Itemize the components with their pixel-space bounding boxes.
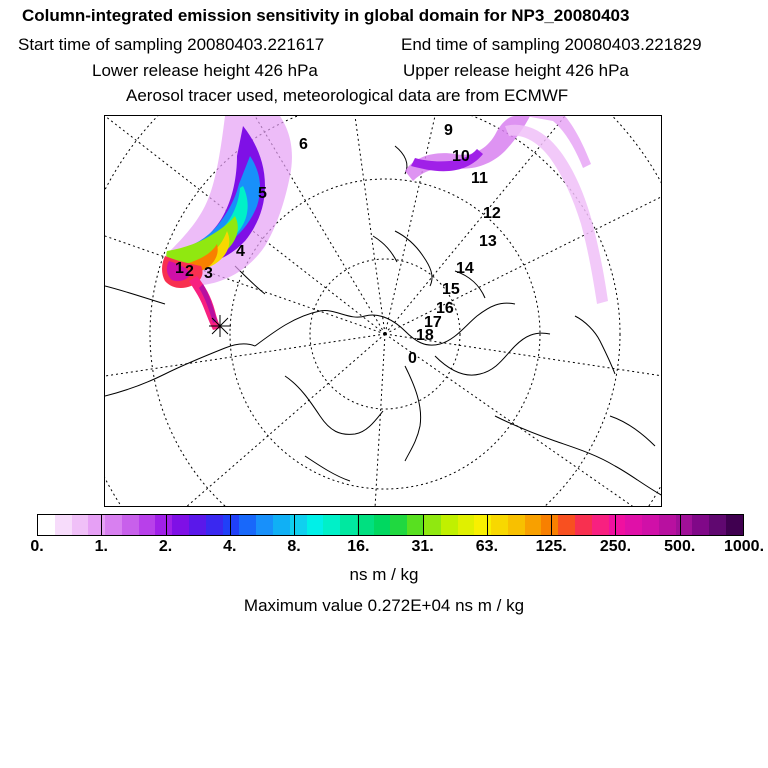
latitude-circles (105, 116, 662, 507)
coastline (610, 416, 655, 446)
colorbar-tick-label: 2. (158, 538, 173, 555)
colorbar-segment (659, 515, 676, 535)
day-label-16: 16 (436, 300, 454, 317)
colorbar-tick-label: 63. (475, 538, 499, 555)
end-time-label: End time of sampling 20080403.221829 (401, 35, 702, 54)
colorbar-segment (458, 515, 475, 535)
colorbar-segment (88, 515, 105, 535)
colorbar-tick-label: 0. (30, 538, 44, 555)
colorbar-segment (105, 515, 122, 535)
day-label-3: 3 (204, 265, 213, 282)
tracer-info-label: Aerosol tracer used, meteorological data are from ECMWF (126, 86, 569, 105)
colorbar-segment (692, 515, 709, 535)
colorbar-segment (290, 515, 307, 535)
colorbar-segment (558, 515, 575, 535)
colorbar-divider (487, 514, 488, 536)
day-label-2: 2 (185, 263, 194, 280)
lower-release-height-label: Lower release height 426 hPa (92, 61, 318, 80)
colorbar-tick-label: 1000. (723, 538, 765, 555)
coastline (395, 146, 407, 174)
colorbar-segment (625, 515, 642, 535)
latitude-circle-50 (105, 116, 662, 507)
colorbar-segment (239, 515, 256, 535)
colorbar-segment (189, 515, 206, 535)
release-point-icon (209, 315, 231, 337)
plume-band (505, 125, 608, 304)
coastline (575, 316, 615, 374)
meridian-line (355, 116, 385, 334)
coastline (305, 456, 350, 481)
colorbar-divider (166, 514, 167, 536)
maximum-value-label: Maximum value 0.272E+04 ns m / kg (243, 596, 525, 615)
colorbar-segment (642, 515, 659, 535)
colorbar-segment (55, 515, 72, 535)
meridian-line (105, 334, 385, 376)
colorbar-segment (390, 515, 407, 535)
colorbar-segment (508, 515, 525, 535)
upper-release-height-label: Upper release height 426 hPa (403, 61, 629, 80)
colorbar-segment (323, 515, 340, 535)
colorbar-tick-label: 4. (223, 538, 237, 555)
colorbar-segment (592, 515, 609, 535)
colorbar-segment (340, 515, 357, 535)
colorbar (37, 514, 744, 536)
colorbar-tick-label: 250. (599, 538, 632, 555)
day-label-9: 9 (444, 122, 453, 139)
colorbar-segment (357, 515, 374, 535)
meridian-line (375, 334, 385, 507)
colorbar-segment (172, 515, 189, 535)
meridians (105, 116, 662, 507)
day-label-15: 15 (442, 281, 460, 298)
meridian-line (385, 116, 565, 334)
colorbar-tick-label: 16. (347, 538, 370, 555)
coastline (405, 366, 421, 461)
colorbar-segment (676, 515, 693, 535)
meridian-line (385, 334, 635, 507)
colorbar-divider (423, 514, 424, 536)
colorbar-divider (101, 514, 102, 536)
day-label-12: 12 (483, 205, 501, 222)
colorbar-segment (374, 515, 391, 535)
colorbar-segment (155, 515, 172, 535)
colorbar-divider (358, 514, 359, 536)
polar-map (104, 115, 662, 507)
colorbar-segment (525, 515, 542, 535)
sensitivity-plume (162, 116, 608, 330)
colorbar-divider (615, 514, 616, 536)
colorbar-tick-label: 31. (411, 538, 434, 555)
colorbar-segment (139, 515, 156, 535)
colorbar-segment (256, 515, 273, 535)
meridian-line (385, 116, 435, 334)
colorbar-segment (726, 515, 743, 535)
day-label-0: 0 (408, 350, 417, 367)
colorbar-divider (680, 514, 681, 536)
colorbar-segment (72, 515, 89, 535)
coastline (105, 286, 165, 304)
day-label-6: 6 (299, 136, 308, 153)
colorbar-divider (294, 514, 295, 536)
colorbar-segment (38, 515, 55, 535)
day-label-11: 11 (471, 170, 488, 187)
day-label-1: 1 (175, 260, 184, 277)
colorbar-segment (122, 515, 139, 535)
colorbar-segment (206, 515, 223, 535)
colorbar-segment (575, 515, 592, 535)
colorbar-tick-label: 1. (94, 538, 108, 555)
colorbar-segment (441, 515, 458, 535)
coastline (435, 333, 550, 375)
colorbar-segment (474, 515, 491, 535)
coastline (373, 236, 397, 262)
colorbar-segment (407, 515, 424, 535)
map-canvas (105, 116, 662, 507)
colorbar-tick-label: 8. (287, 538, 301, 555)
day-label-4: 4 (236, 243, 245, 260)
colorbar-segment (609, 515, 626, 535)
start-time-label: Start time of sampling 20080403.221617 (18, 35, 325, 54)
day-label-18: 18 (416, 327, 434, 344)
colorbar-tick-label: 500. (664, 538, 696, 555)
colorbar-divider (551, 514, 552, 536)
day-label-17: 17 (424, 314, 442, 331)
colorbar-tick-label: 125. (535, 538, 567, 555)
plot-title: Column-integrated emission sensitivity in global domain for NP3_20080403 (22, 6, 630, 25)
colorbar-segment (424, 515, 441, 535)
colorbar-divider (230, 514, 231, 536)
coastline (285, 376, 383, 434)
colorbar-segment (307, 515, 324, 535)
coastline (495, 416, 662, 496)
day-label-10: 10 (452, 148, 470, 165)
coastline (395, 231, 432, 286)
colorbar-segment (273, 515, 290, 535)
day-label-5: 5 (258, 185, 267, 202)
coastline (105, 344, 255, 396)
day-label-14: 14 (456, 260, 474, 277)
colorbar-units: ns m / kg (349, 565, 419, 584)
day-label-13: 13 (479, 233, 497, 250)
colorbar-segment (223, 515, 240, 535)
colorbar-segment (541, 515, 558, 535)
colorbar-segment (491, 515, 508, 535)
colorbar-segment (709, 515, 726, 535)
